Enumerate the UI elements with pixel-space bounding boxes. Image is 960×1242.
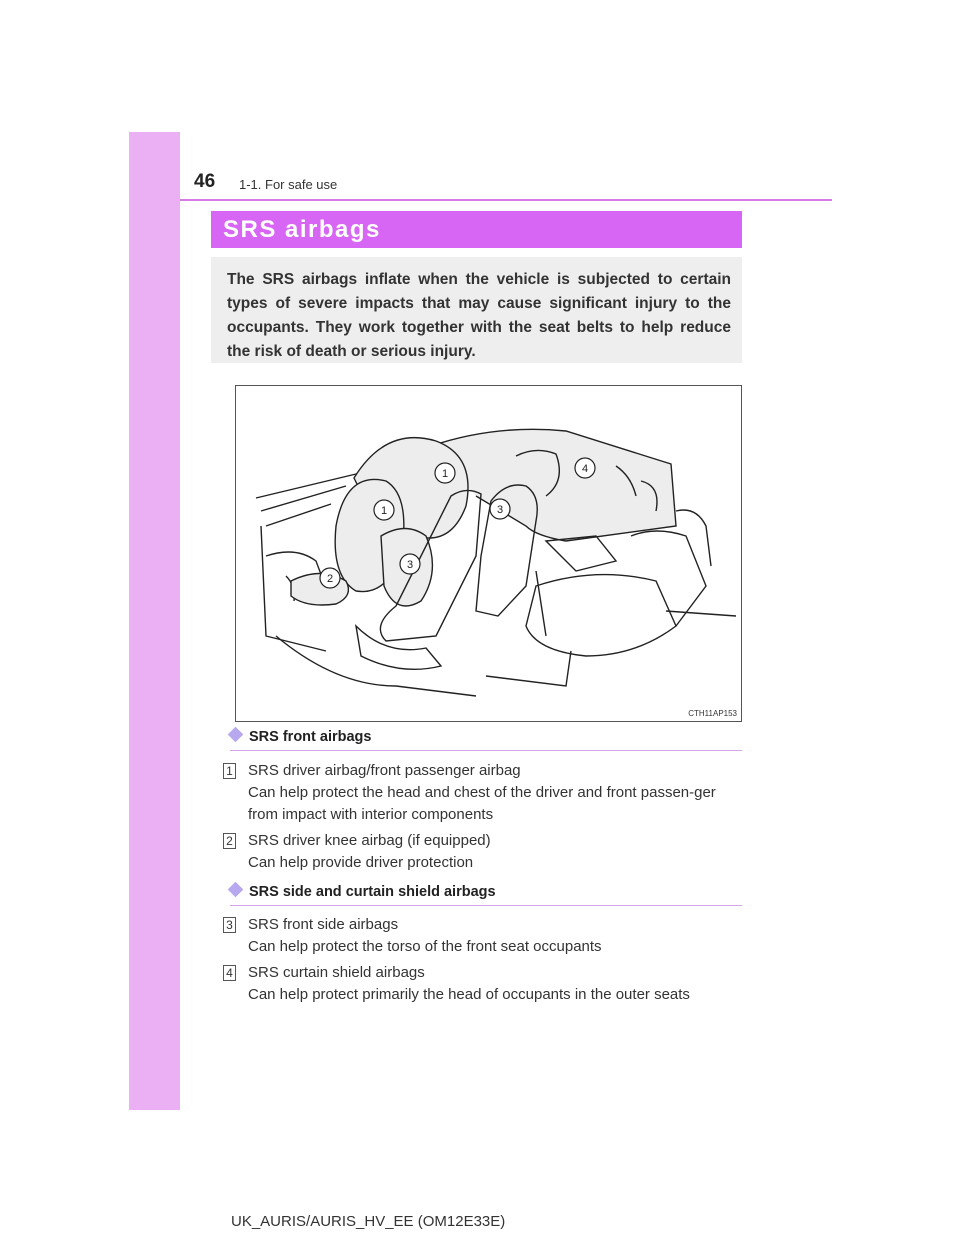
item-number-badge: 3 bbox=[223, 917, 236, 933]
list-item bbox=[223, 962, 748, 1006]
item-title: SRS front side airbags bbox=[248, 916, 399, 933]
item-description: Can help provide driver protection bbox=[248, 854, 474, 871]
callout-1-passenger: 1 bbox=[441, 468, 449, 480]
page-title: SRS airbags bbox=[211, 211, 742, 248]
page-number: 46 bbox=[194, 171, 216, 192]
callout-3-passenger-side: 3 bbox=[496, 504, 504, 516]
subhead-front-airbags bbox=[230, 729, 742, 751]
list-item bbox=[223, 760, 748, 826]
footer-model-code: UK_AURIS/AURIS_HV_EE (OM12E33E) bbox=[231, 1213, 506, 1230]
subhead-label: SRS front airbags bbox=[249, 729, 372, 745]
section-label: 1-1. For safe use bbox=[239, 177, 338, 192]
callout-2-knee: 2 bbox=[326, 573, 334, 585]
car-interior-drawing bbox=[236, 386, 742, 722]
item-number-badge: 2 bbox=[223, 833, 236, 849]
subhead-label: SRS side and curtain shield airbags bbox=[249, 884, 496, 900]
intro-text: The SRS airbags inflate when the vehicle is subjected to certain types of severe impacts that may cause significant injury to the occupants. They work together with the seat belts to help reduce the risk of death or serious injury. bbox=[227, 271, 731, 360]
item-title: SRS driver airbag/front passenger airbag bbox=[248, 762, 521, 779]
callout-3-driver-side: 3 bbox=[406, 559, 414, 571]
figure-code: CTH11AP153 bbox=[688, 709, 737, 718]
item-description: Can help protect the torso of the front seat occupants bbox=[248, 938, 602, 955]
diamond-bullet-icon bbox=[228, 727, 244, 743]
callout-1-driver: 1 bbox=[380, 505, 388, 517]
item-number-badge: 1 bbox=[223, 763, 236, 779]
item-title: SRS driver knee airbag (if equipped) bbox=[248, 832, 491, 849]
list-item bbox=[223, 914, 748, 958]
item-description: Can help protect the head and chest of the driver and front passen-ger from impact with interior components bbox=[248, 784, 716, 823]
list-item bbox=[223, 830, 748, 874]
airbag-illustration bbox=[235, 385, 742, 722]
item-title: SRS curtain shield airbags bbox=[248, 964, 425, 981]
item-number-badge: 4 bbox=[223, 965, 236, 981]
header-rule bbox=[180, 199, 832, 201]
item-description: Can help protect primarily the head of occupants in the outer seats bbox=[248, 986, 690, 1003]
chapter-side-tab bbox=[129, 132, 180, 1110]
callout-4-curtain: 4 bbox=[581, 463, 589, 475]
subhead-side-curtain-airbags bbox=[230, 884, 742, 906]
diamond-bullet-icon bbox=[228, 882, 244, 898]
intro-box bbox=[211, 257, 742, 363]
